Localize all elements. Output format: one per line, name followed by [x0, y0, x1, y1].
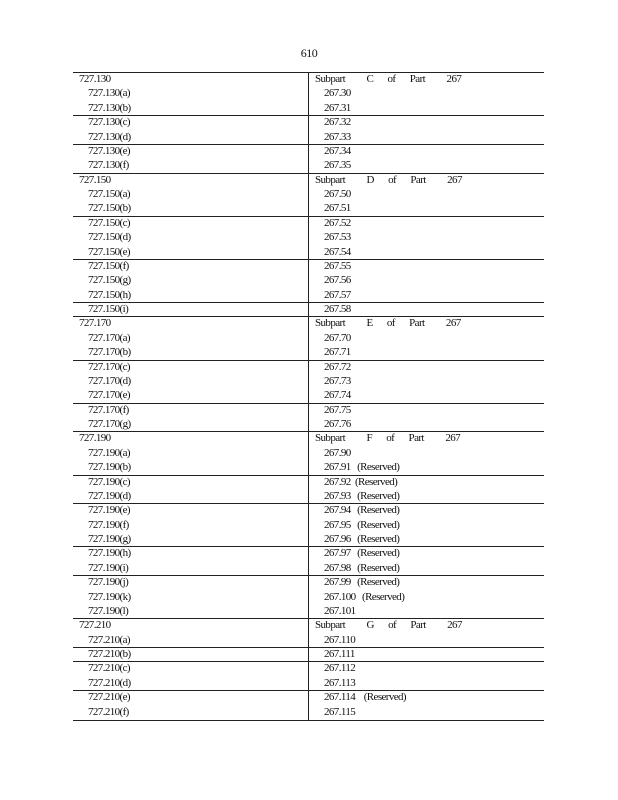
paragraph-number: 727.190(d)	[88, 489, 131, 502]
table-bottom-rule	[73, 720, 544, 721]
paragraph-number: 727.190(e)	[88, 504, 130, 517]
section-reference: 267.98 (Reserved)	[324, 561, 400, 574]
section-reference: 267.100 (Reserved)	[324, 590, 405, 603]
paragraph-number: 727.190(a)	[88, 446, 130, 459]
section-reference: 267.101	[324, 604, 356, 617]
paragraph-number: 727.150(i)	[88, 303, 129, 315]
paragraph-number: 727.130(b)	[88, 101, 131, 114]
paragraph-number: 727.190(b)	[88, 461, 131, 474]
section-reference: 267.30	[324, 87, 351, 100]
subpart-reference: Subpart G of Part 267	[315, 619, 462, 632]
section-reference: 267.112	[324, 662, 356, 675]
paragraph-number: 727.130(d)	[88, 130, 131, 143]
section-reference: 267.33	[324, 130, 351, 143]
section-reference: 267.75	[324, 403, 351, 416]
section-reference: 267.94 (Reserved)	[324, 504, 400, 517]
section-reference: 267.73	[324, 374, 351, 387]
paragraph-number: 727.170(f)	[88, 403, 129, 416]
paragraph-number: 727.210(a)	[88, 633, 130, 646]
section-reference: 267.74	[324, 389, 351, 402]
paragraph-number: 727.150(d)	[88, 231, 131, 244]
section-number: 727.150	[79, 173, 111, 186]
section-reference: 267.91 (Reserved)	[324, 461, 400, 474]
section-reference: 267.99 (Reserved)	[324, 576, 400, 589]
section-reference: 267.76	[324, 418, 351, 430]
section-reference: 267.51	[324, 202, 351, 215]
paragraph-number: 727.150(b)	[88, 202, 131, 215]
paragraph-number: 727.190(f)	[88, 518, 129, 531]
section-number: 727.170	[79, 317, 111, 330]
column-divider	[308, 72, 309, 721]
subpart-reference: Subpart D of Part 267	[315, 173, 462, 186]
section-reference: 267.53	[324, 231, 351, 244]
paragraph-number: 727.130(f)	[88, 159, 129, 172]
paragraph-number: 727.130(e)	[88, 144, 130, 157]
section-reference: 267.52	[324, 216, 351, 229]
paragraph-number: 727.190(g)	[88, 533, 131, 545]
section-number: 727.130	[79, 73, 111, 85]
section-reference: 267.32	[324, 116, 351, 129]
paragraph-number: 727.190(c)	[88, 475, 130, 488]
paragraph-number: 727.170(b)	[88, 346, 131, 359]
section-reference: 267.31	[324, 101, 351, 114]
paragraph-number: 727.170(e)	[88, 389, 130, 402]
section-number: 727.210	[79, 619, 111, 632]
paragraph-number: 727.190(i)	[88, 561, 129, 574]
paragraph-number: 727.130(a)	[88, 87, 130, 100]
subpart-reference: Subpart F of Part 267	[315, 432, 461, 445]
section-reference: 267.115	[324, 705, 356, 718]
section-reference: 267.50	[324, 188, 351, 200]
paragraph-number: 727.210(e)	[88, 691, 130, 704]
section-reference: 267.55	[324, 259, 351, 272]
section-reference: 267.34	[324, 144, 351, 157]
paragraph-number: 727.130(c)	[88, 116, 130, 129]
section-reference: 267.35	[324, 159, 351, 172]
section-reference: 267.95 (Reserved)	[324, 518, 400, 531]
paragraph-number: 727.150(h)	[88, 288, 131, 301]
section-reference: 267.54	[324, 245, 351, 258]
section-reference: 267.90	[324, 446, 351, 459]
section-reference: 267.97 (Reserved)	[324, 547, 400, 560]
paragraph-number: 727.190(k)	[88, 590, 131, 603]
paragraph-number: 727.150(c)	[88, 216, 130, 229]
page-number: 610	[300, 46, 318, 60]
section-reference: 267.110	[324, 633, 356, 646]
section-reference: 267.72	[324, 360, 351, 373]
section-reference: 267.93 (Reserved)	[324, 489, 400, 502]
section-reference: 267.57	[324, 288, 351, 301]
section-reference: 267.92 (Reserved)	[324, 475, 398, 488]
section-reference: 267.56	[324, 274, 351, 287]
paragraph-number: 727.150(a)	[88, 188, 130, 200]
paragraph-number: 727.150(e)	[88, 245, 130, 258]
section-reference: 267.70	[324, 331, 351, 344]
paragraph-number: 727.150(g)	[88, 274, 131, 287]
section-reference: 267.111	[324, 648, 355, 660]
subpart-reference: Subpart C of Part 267	[315, 73, 462, 85]
paragraph-number: 727.190(h)	[88, 547, 131, 560]
paragraph-number: 727.170(c)	[88, 360, 130, 373]
section-reference: 267.114 (Reserved)	[324, 691, 406, 704]
paragraph-number: 727.170(g)	[88, 418, 131, 430]
subpart-reference: Subpart E of Part 267	[315, 317, 461, 330]
section-number: 727.190	[79, 432, 111, 445]
section-reference: 267.58	[324, 303, 351, 315]
section-reference: 267.96 (Reserved)	[324, 533, 400, 545]
paragraph-number: 727.210(d)	[88, 676, 131, 689]
paragraph-number: 727.170(d)	[88, 374, 131, 387]
paragraph-number: 727.170(a)	[88, 331, 130, 344]
paragraph-number: 727.190(j)	[88, 576, 129, 589]
section-reference: 267.71	[324, 346, 351, 359]
paragraph-number: 727.210(f)	[88, 705, 129, 718]
paragraph-number: 727.150(f)	[88, 259, 129, 272]
section-reference: 267.113	[324, 676, 356, 689]
paragraph-number: 727.210(c)	[88, 662, 130, 675]
paragraph-number: 727.190(l)	[88, 604, 129, 617]
paragraph-number: 727.210(b)	[88, 648, 131, 660]
